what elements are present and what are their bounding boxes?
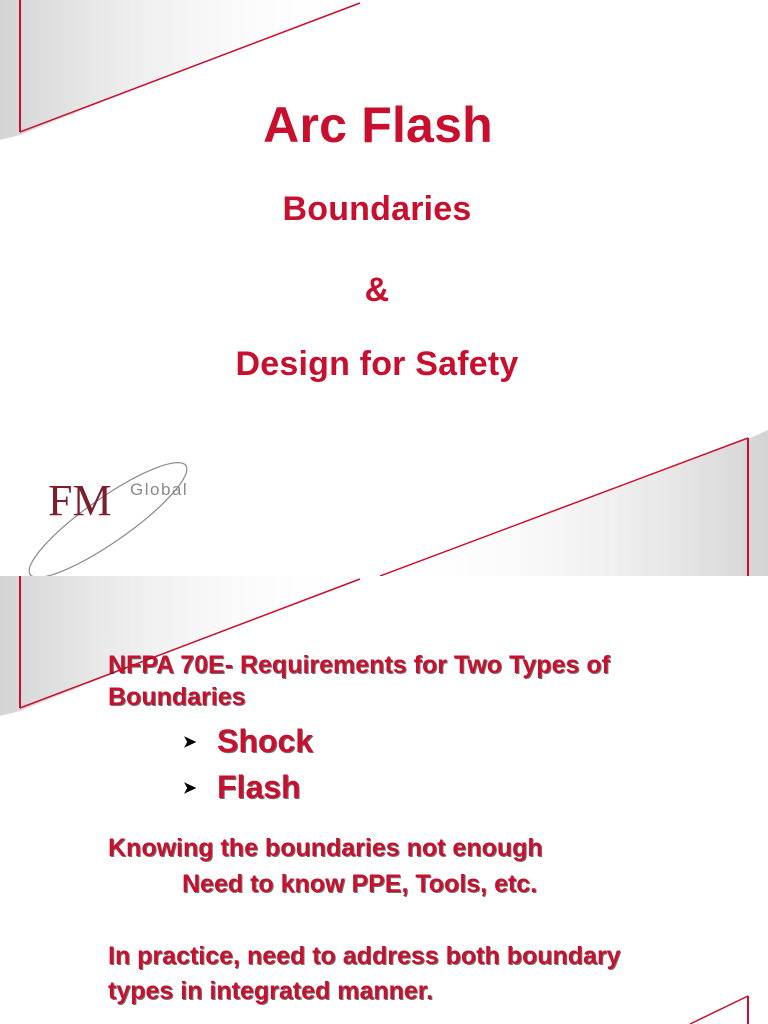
requirements-heading: NFPA 70E- Requirements for Two Types of [108,651,610,679]
logo-letters: FM [48,476,112,525]
subtitle-ampersand: & [364,271,390,309]
practice-text: In practice, need to address both boundary [108,942,621,970]
bullet-item-flash [183,769,301,806]
bottom-diagonal-line [690,996,748,1024]
practice-text-cont: types in integrated manner. [108,977,434,1005]
bullet-label: Flash [217,769,301,805]
bullet-item-shock [183,723,313,760]
content-slide [0,576,768,1024]
logo-word: Global [130,480,189,499]
knowing-text-indent: Need to know PPE, Tools, etc. [182,870,538,898]
bullet-label: Shock [217,723,314,759]
arrowhead-icon: ➤ [183,733,197,751]
slide-title: Arc Flash [263,97,493,153]
fm-global-logo [18,450,198,576]
subtitle-boundaries: Boundaries [282,190,472,228]
arrowhead-icon: ➤ [183,779,197,797]
knowing-text: Knowing the boundaries not enough [108,834,543,862]
subtitle-design: Design for Safety [235,345,519,383]
requirements-heading-cont: Boundaries [108,683,246,711]
